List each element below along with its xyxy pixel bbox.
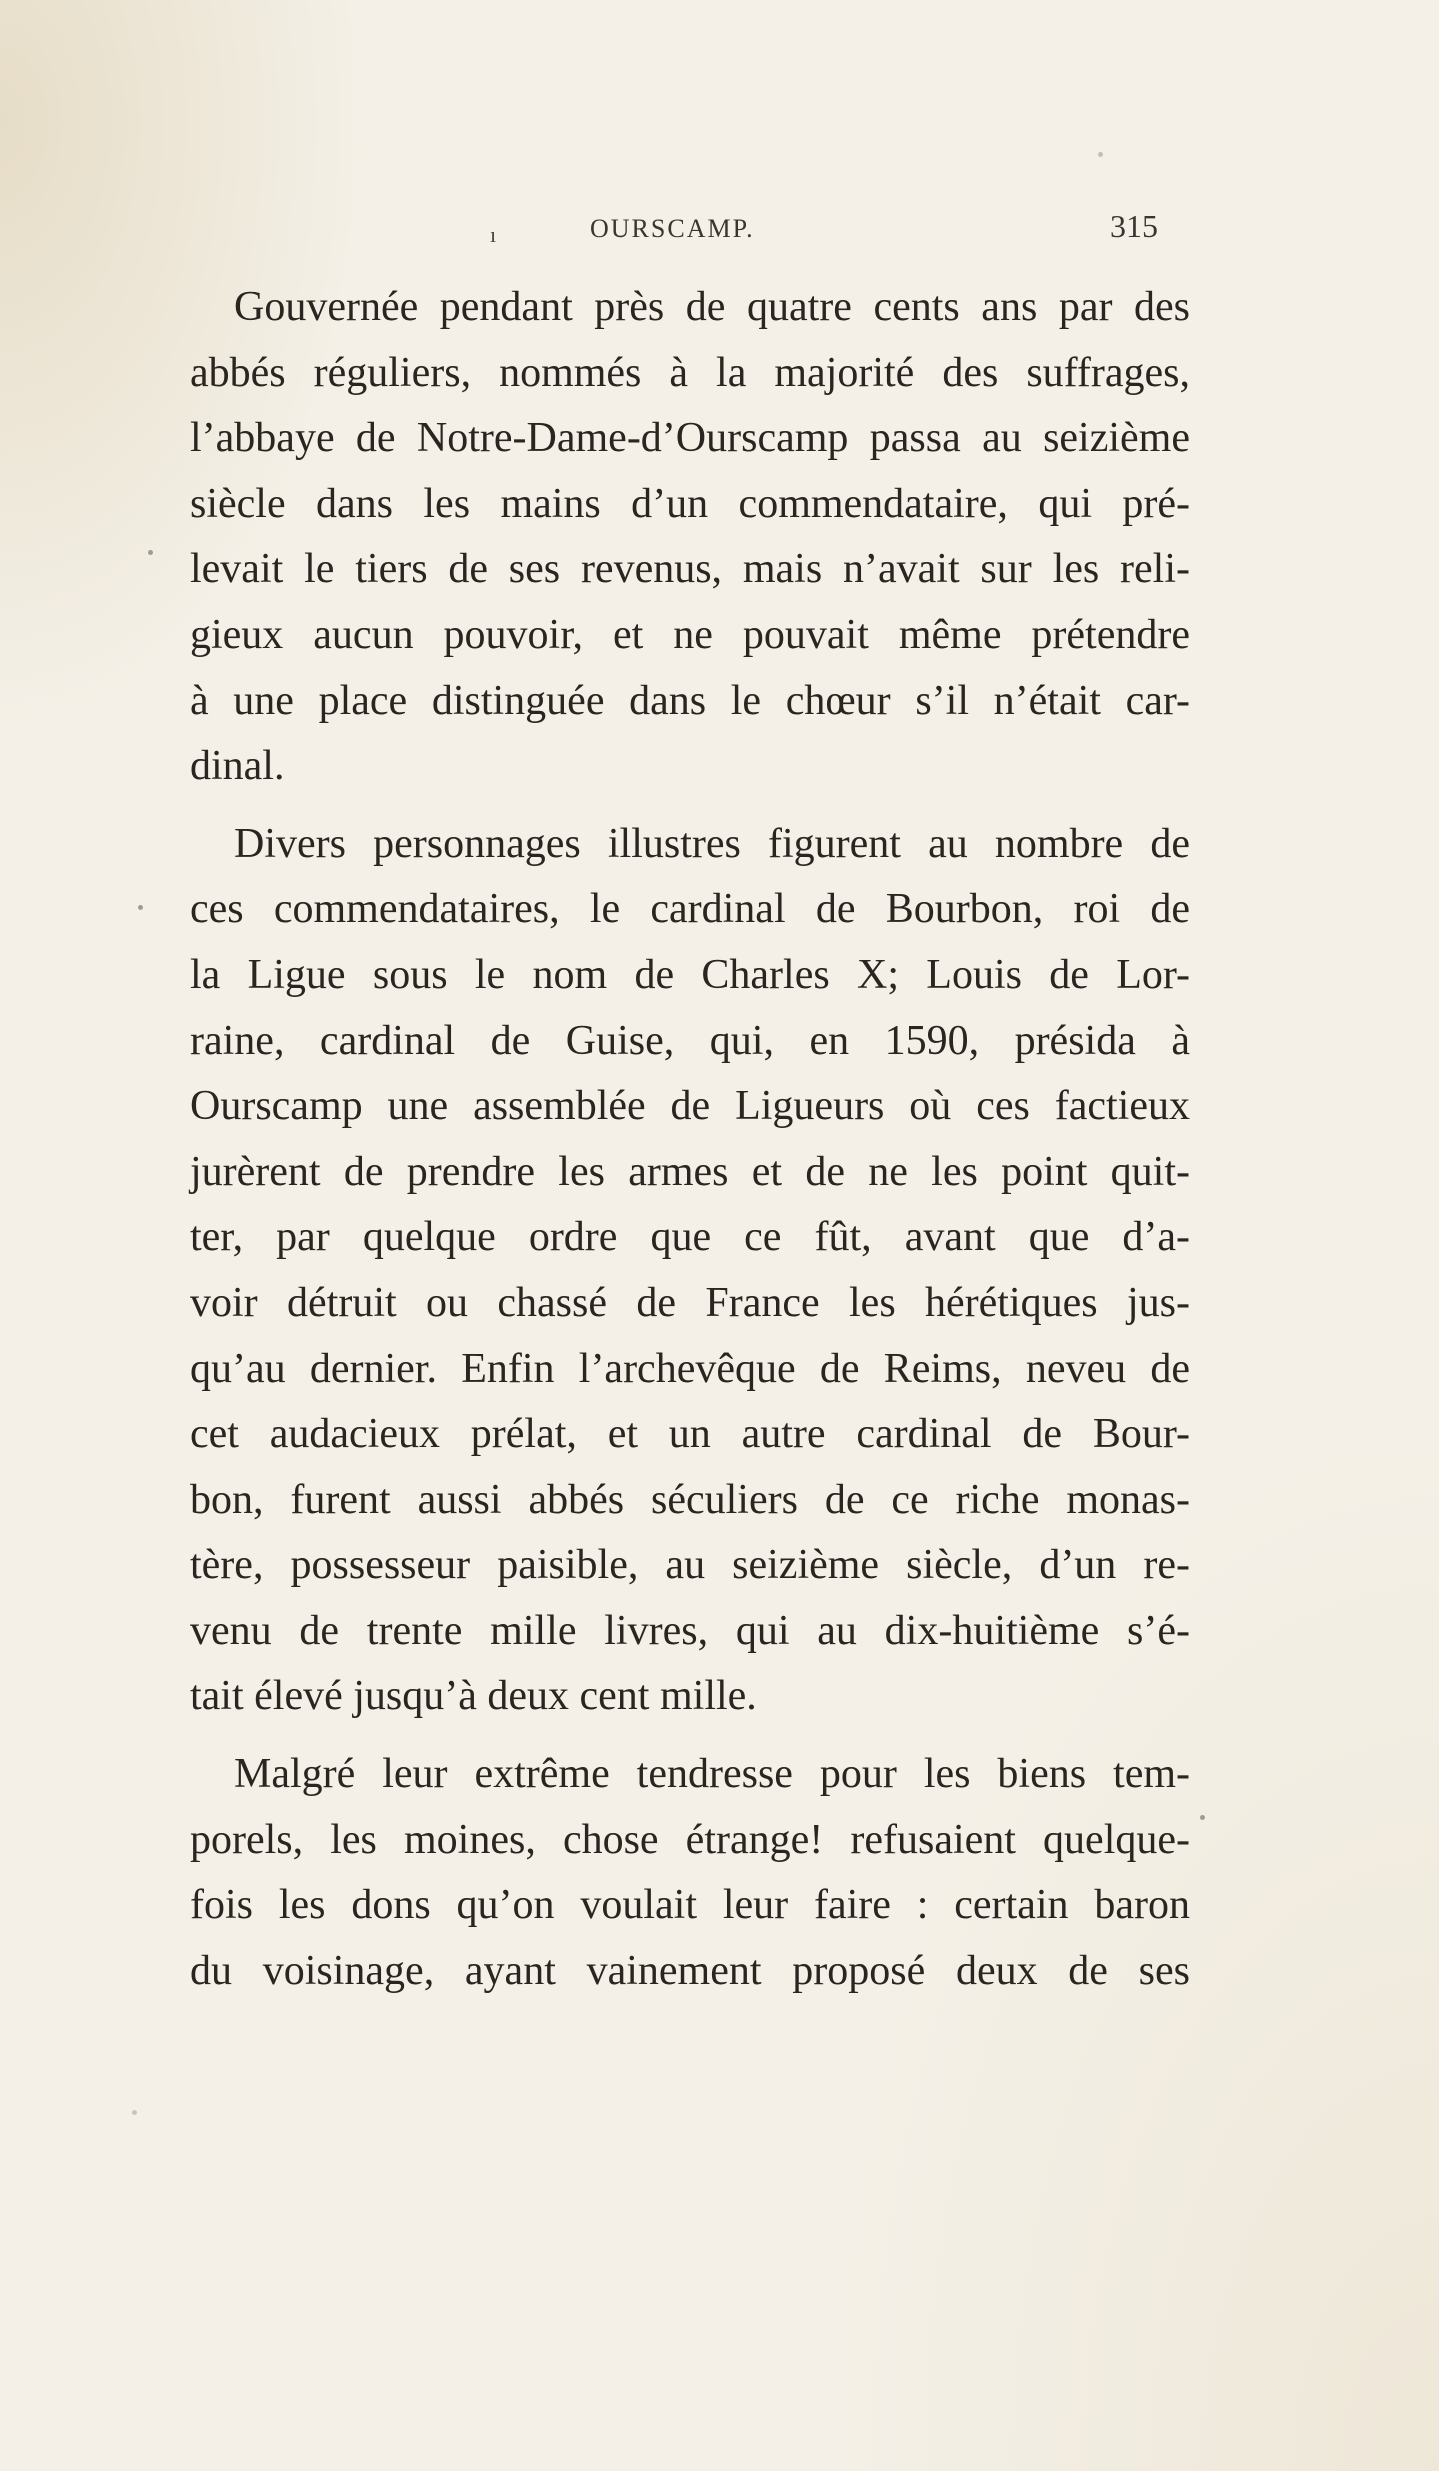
text-line: gieux aucun pouvoir, et ne pouvait même prétendre	[190, 611, 1190, 658]
header-mark: ı	[490, 222, 497, 247]
text-line: fois les dons qu’on voulait leur faire : certain baron	[190, 1882, 1190, 1929]
page-header	[190, 206, 1190, 256]
text-line: Gouvernée pendant près de quatre cents ans par des	[234, 284, 1190, 330]
text-line: porels, les moines, chose étrange! refusaient quelque-	[190, 1816, 1190, 1863]
paper-speck	[1200, 1815, 1205, 1820]
paper-speck	[1098, 152, 1103, 157]
paper-speck	[148, 550, 153, 555]
text-line: Malgré leur extrême tendresse pour les biens tem-	[234, 1751, 1190, 1798]
paragraph	[190, 812, 1190, 1730]
text-line: jurèrent de prendre les armes et de ne les point quit-	[190, 1148, 1190, 1195]
text-line: la Ligue sous le nom de Charles X; Louis de Lor-	[190, 951, 1190, 998]
text-line: Divers personnages illustres figurent au nombre de	[234, 820, 1190, 867]
text-line: ces commendataires, le cardinal de Bourbon, roi de	[190, 886, 1190, 933]
paper-speck	[138, 905, 143, 910]
running-head: OURSCAMP.	[590, 214, 755, 243]
text-line: ter, par quelque ordre que ce fût, avant que d’a-	[190, 1214, 1190, 1261]
text-line: l’abbaye de Notre-Dame-d’Ourscamp passa au seizième	[190, 415, 1190, 462]
text-line: siècle dans les mains d’un commendataire, qui pré-	[190, 480, 1190, 527]
text-line: raine, cardinal de Guise, qui, en 1590, présida à	[190, 1017, 1190, 1064]
text-line: du voisinage, ayant vainement proposé deux de ses	[190, 1947, 1190, 1994]
text-line: tère, possesseur paisible, au seizième siècle, d’un re-	[190, 1542, 1190, 1589]
body-text	[190, 275, 1190, 2016]
text-line: cet audacieux prélat, et un autre cardinal de Bour-	[190, 1411, 1190, 1458]
text-line: tait élevé jusqu’à deux cent mille.	[190, 1673, 757, 1720]
text-line: voir détruit ou chassé de France les hérétiques jus-	[190, 1279, 1190, 1326]
text-line: venu de trente mille livres, qui au dix-huitième s’é-	[190, 1607, 1190, 1654]
paper-speck	[132, 2110, 137, 2115]
text-line: à une place distinguée dans le chœur s’il n’était car-	[190, 677, 1190, 724]
paragraph	[190, 1742, 1190, 2004]
text-line: abbés réguliers, nommés à la majorité des suffrages,	[190, 349, 1190, 396]
text-line: dinal.	[190, 743, 285, 790]
text-line: bon, furent aussi abbés séculiers de ce riche monas-	[190, 1476, 1190, 1523]
page-number: 315	[1110, 208, 1158, 244]
paragraph	[190, 275, 1190, 800]
text-line: qu’au dernier. Enfin l’archevêque de Reims, neveu de	[190, 1345, 1190, 1392]
text-line: Ourscamp une assemblée de Ligueurs où ces factieux	[190, 1083, 1190, 1130]
text-line: levait le tiers de ses revenus, mais n’avait sur les reli-	[190, 546, 1190, 593]
